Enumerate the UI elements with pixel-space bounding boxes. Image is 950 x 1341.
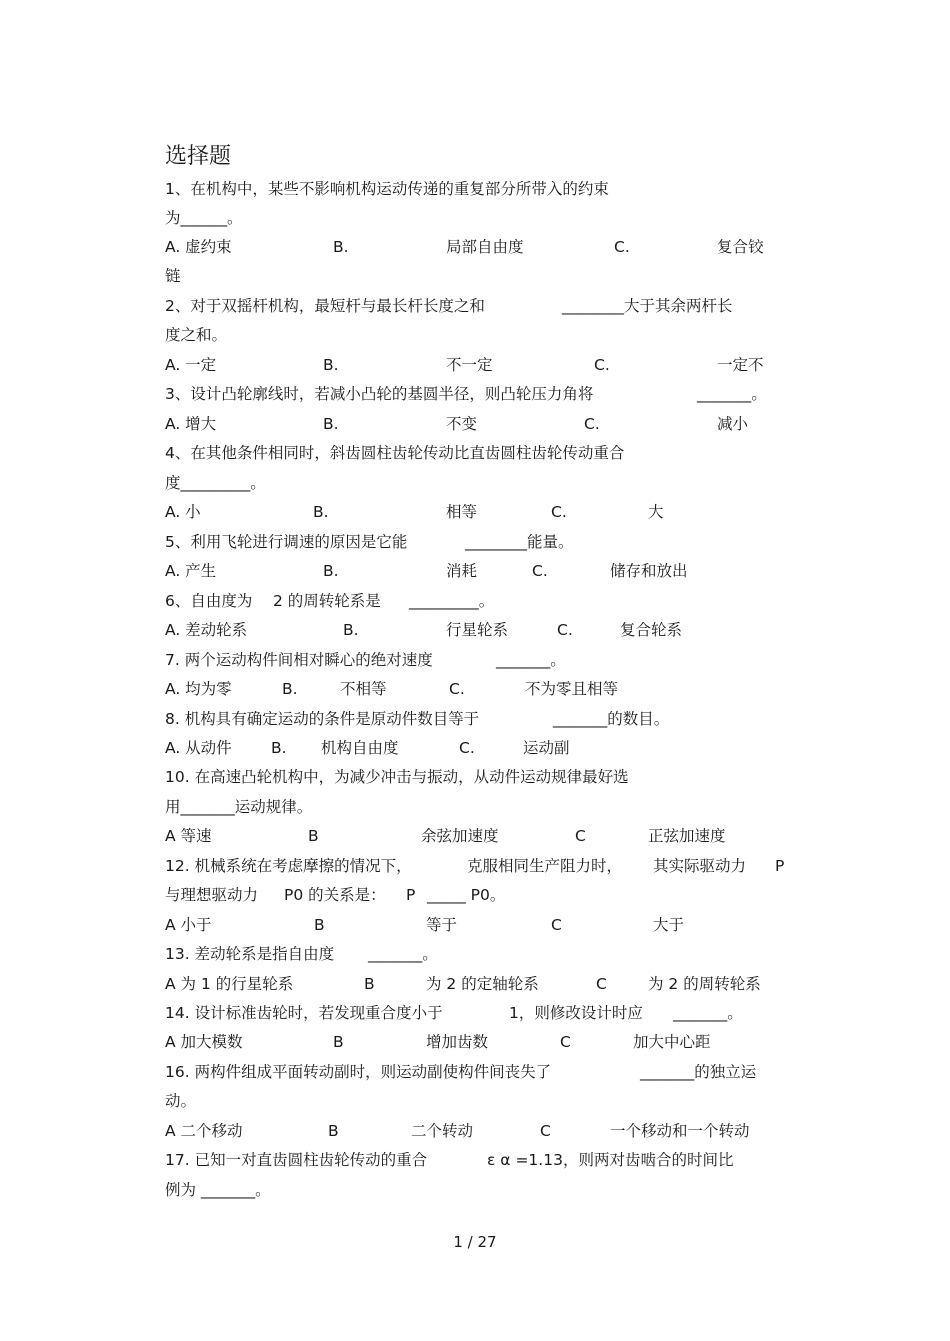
line-text: 克服相同生产阻力时， [467, 857, 623, 875]
line-text: _______。 [697, 385, 767, 403]
line-text: 正弦加速度 [648, 827, 726, 845]
line-text: C. [449, 680, 465, 698]
question-line [0, 527, 950, 557]
question-line [0, 556, 950, 586]
line-text: 度之和。 [165, 326, 228, 344]
line-text: 行星轮系 [446, 621, 509, 639]
line-text: B. [323, 415, 339, 433]
line-text: A. 从动件 [165, 739, 232, 757]
line-text: B [333, 1033, 344, 1051]
line-text: A. 虚约束 [165, 238, 232, 256]
line-text: 为 2 的定轴轮系 [426, 975, 539, 993]
line-text: A 为 1 的行星轮系 [165, 975, 294, 993]
line-text: B. [282, 680, 298, 698]
line-text: 复合轮系 [620, 621, 683, 639]
line-text: 不变 [446, 415, 478, 433]
line-text: C [575, 827, 586, 845]
line-text: 10. 在高速凸轮机构中，为减少冲击与振动，从动件运动规律最好选 [165, 768, 629, 786]
line-text: 余弦加速度 [421, 827, 499, 845]
page-number: 1 / 27 [453, 1233, 497, 1251]
line-text: B [364, 975, 375, 993]
question-line [0, 320, 950, 350]
line-text: 消耗 [446, 562, 478, 580]
question-line [0, 497, 950, 527]
line-text: 为______。 [165, 209, 243, 227]
line-text: 二个转动 [411, 1122, 474, 1140]
question-line [0, 939, 950, 969]
line-text: ________能量。 [465, 533, 574, 551]
line-text: A. 增大 [165, 415, 217, 433]
line-text: 加大中心距 [633, 1033, 711, 1051]
question-line [0, 261, 950, 291]
line-text: _______。 [496, 651, 566, 669]
question-line [0, 792, 950, 822]
line-text: C. [532, 562, 548, 580]
line-text: 1、在机构中，某些不影响机构运动传递的重复部分所带入的约束 [165, 180, 609, 198]
line-text: C. [551, 503, 567, 521]
question-line [0, 468, 950, 498]
line-text: C. [459, 739, 475, 757]
line-text: 例为 _______。 [165, 1181, 271, 1199]
line-text: ________大于其余两杆长 [562, 297, 733, 315]
line-text: B. [271, 739, 287, 757]
line-text: 一个移动和一个转动 [610, 1122, 750, 1140]
question-line [0, 379, 950, 409]
line-text: 一定不 [717, 356, 764, 374]
question-line [0, 880, 950, 910]
line-text: 大 [648, 503, 664, 521]
line-text: A. 一定 [165, 356, 217, 374]
line-text: 不一定 [446, 356, 493, 374]
question-line [0, 232, 950, 262]
question-line [0, 350, 950, 380]
question-line [0, 586, 950, 616]
line-text: 7. 两个运动构件间相对瞬心的绝对速度 [165, 651, 433, 669]
question-line [0, 615, 950, 645]
question-line [0, 1027, 950, 1057]
line-text: _________。 [409, 592, 495, 610]
line-text: 储存和放出 [610, 562, 688, 580]
question-line [0, 1086, 950, 1116]
line-text: P [775, 857, 785, 875]
question-line [0, 733, 950, 763]
line-text: 14. 设计标准齿轮时，若发现重合度小于 [165, 1004, 443, 1022]
line-text: B. [323, 356, 339, 374]
question-line [0, 762, 950, 792]
line-text: 12. 机械系统在考虑摩擦的情况下， [165, 857, 412, 875]
page-title: 选择题 [165, 144, 232, 169]
line-text: C. [557, 621, 573, 639]
line-text: C [560, 1033, 571, 1051]
question-line [0, 821, 950, 851]
line-text: P0 的关系是： [284, 886, 386, 904]
line-text: 与理想驱动力 [165, 886, 259, 904]
line-text: _______。 [673, 1004, 743, 1022]
line-text: 不为零且相等 [525, 680, 619, 698]
line-text: A. 差动轮系 [165, 621, 248, 639]
line-text: _______。 [368, 945, 438, 963]
line-text: 增加齿数 [426, 1033, 489, 1051]
line-text: 相等 [446, 503, 478, 521]
line-text: 复合铰 [717, 238, 764, 256]
line-text: _______的独立运 [640, 1063, 757, 1081]
line-text: A. 产生 [165, 562, 217, 580]
line-text: 5、利用飞轮进行调速的原因是它能 [165, 533, 408, 551]
line-text: 2 的周转轮系是 [273, 592, 381, 610]
line-text: C [540, 1122, 551, 1140]
line-text: B. [343, 621, 359, 639]
line-text: 16. 两构件组成平面转动副时，则运动副使构件间丧失了 [165, 1063, 552, 1081]
line-text: B [328, 1122, 339, 1140]
line-text: 度_________。 [165, 474, 266, 492]
line-text: 运动副 [523, 739, 570, 757]
question-line [0, 438, 950, 468]
line-text: B. [333, 238, 349, 256]
line-text: 局部自由度 [446, 238, 524, 256]
question-line [0, 174, 950, 204]
line-text: 减小 [717, 415, 749, 433]
line-text: 动。 [165, 1092, 197, 1110]
line-text: A 等速 [165, 827, 212, 845]
question-line [0, 851, 950, 881]
line-text: C. [594, 356, 610, 374]
line-text: 6、自由度为 [165, 592, 253, 610]
line-text: 其实际驱动力 [653, 857, 747, 875]
line-text: _____ P0。 [427, 886, 506, 904]
line-text: B [314, 916, 325, 934]
line-text: A 加大模数 [165, 1033, 243, 1051]
line-text: 17. 已知一对直齿圆柱齿轮传动的重合 [165, 1151, 428, 1169]
question-line [0, 704, 950, 734]
line-text: 用_______运动规律。 [165, 798, 313, 816]
line-text: 链 [165, 267, 181, 285]
line-text: C [596, 975, 607, 993]
line-text: 1，则修改设计时应 [509, 1004, 643, 1022]
line-text: B. [313, 503, 329, 521]
question-line [0, 291, 950, 321]
line-text: C. [584, 415, 600, 433]
line-text: 13. 差动轮系是指自由度 [165, 945, 335, 963]
line-text: 为 2 的周转轮系 [648, 975, 761, 993]
question-line [0, 998, 950, 1028]
line-text: 8. 机构具有确定运动的条件是原动件数目等于 [165, 710, 480, 728]
line-text: 4、在其他条件相同时，斜齿圆柱齿轮传动比直齿圆柱齿轮传动重合 [165, 444, 625, 462]
line-text: _______的数目。 [553, 710, 670, 728]
question-line [0, 910, 950, 940]
line-text: A. 均为零 [165, 680, 232, 698]
question-line [0, 1145, 950, 1175]
line-text: 2、对于双摇杆机构，最短杆与最长杆长度之和 [165, 297, 485, 315]
question-line [0, 1175, 950, 1205]
line-text: 机构自由度 [321, 739, 399, 757]
question-line [0, 674, 950, 704]
question-line [0, 203, 950, 233]
line-text: 3、设计凸轮廓线时，若减小凸轮的基圆半径，则凸轮压力角将 [165, 385, 594, 403]
line-text: A 小于 [165, 916, 212, 934]
question-line [0, 1116, 950, 1146]
line-text: A 二个移动 [165, 1122, 243, 1140]
line-text: P [406, 886, 416, 904]
question-line [0, 645, 950, 675]
question-line [0, 1057, 950, 1087]
question-line [0, 409, 950, 439]
line-text: B [308, 827, 319, 845]
line-text: 不相等 [340, 680, 387, 698]
line-text: 大于 [653, 916, 685, 934]
line-text: 等于 [426, 916, 458, 934]
line-text: C [551, 916, 562, 934]
line-text: A. 小 [165, 503, 201, 521]
line-text: C. [614, 238, 630, 256]
line-text: ε α =1.13，则两对齿啮合的时间比 [487, 1151, 734, 1169]
line-text: B. [323, 562, 339, 580]
question-line [0, 969, 950, 999]
